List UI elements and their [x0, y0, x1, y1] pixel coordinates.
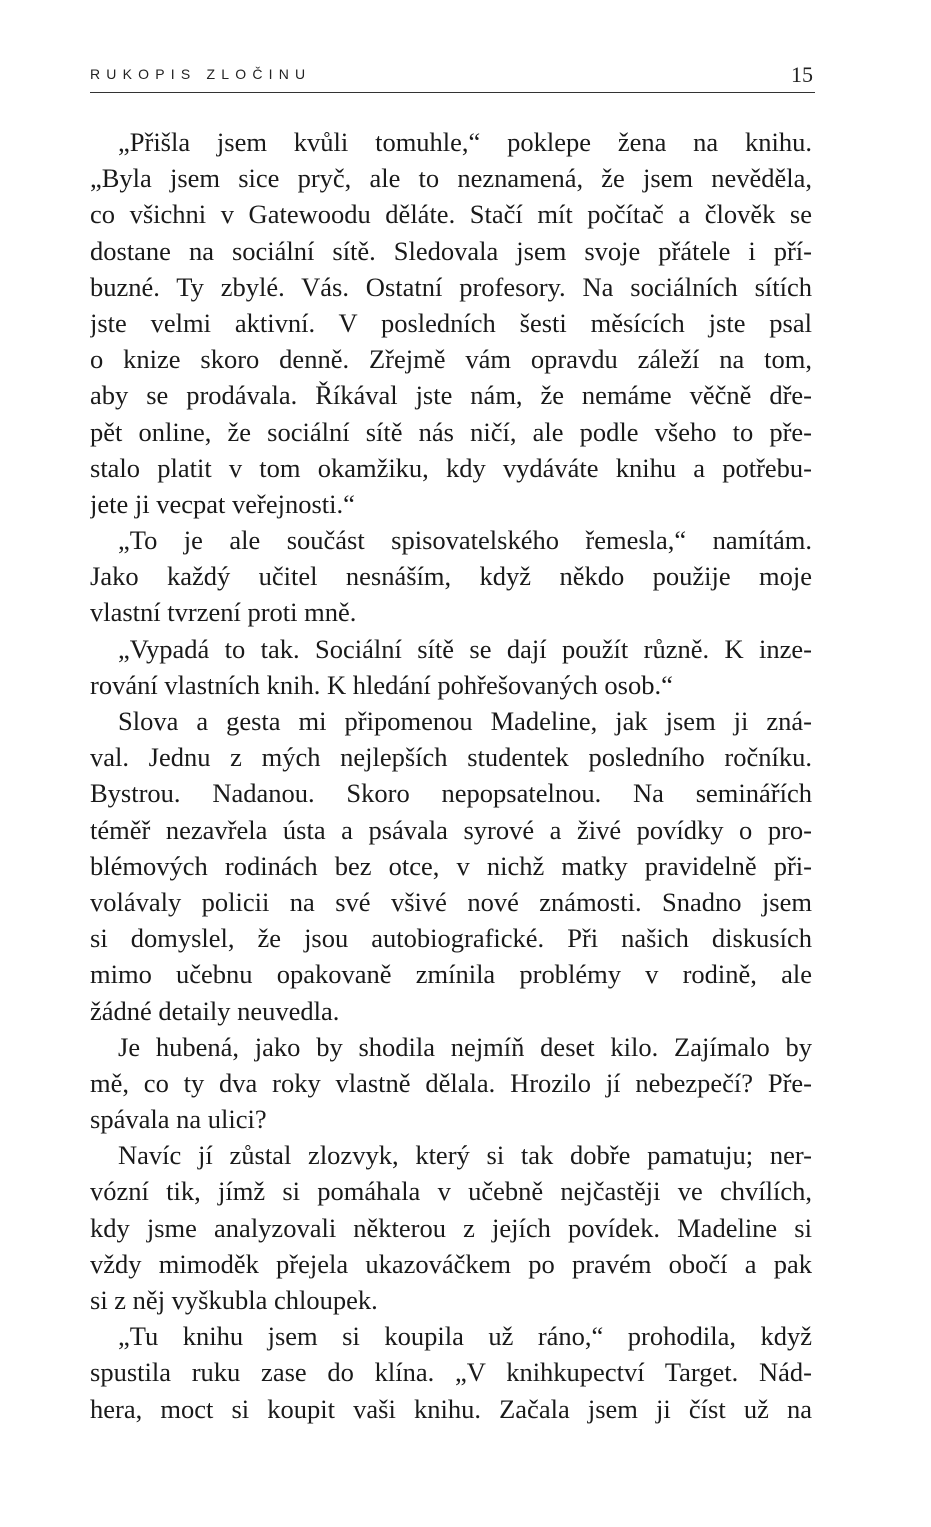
- text-line: vlastní tvrzení proti mně.: [90, 597, 357, 628]
- text-line: buzné. Ty zbylé. Vás. Ostatní profesory. Na sociálních sítích: [90, 271, 812, 302]
- text-line: spávala na ulici?: [90, 1104, 267, 1135]
- text-line: si domyslel, že jsou autobiografické. Při našich diskusích: [90, 923, 812, 954]
- text-line: „Byla jsem sice pryč, ale to neznamená, že jsem nevěděla,: [90, 163, 812, 194]
- text-line: vózní tik, jímž si pomáhala v učebně nejčastěji ve chvílích,: [90, 1176, 812, 1207]
- text-line: „Tu knihu jsem si koupila už ráno,“ prohodila, když: [118, 1321, 812, 1352]
- text-line: dostane na sociální sítě. Sledovala jsem svoje přátele i pří-: [90, 235, 812, 266]
- text-line: stalo platit v tom okamžiku, kdy vydáváte knihu a potřebu-: [90, 452, 812, 483]
- text-line: hera, moct si koupit vaši knihu. Začala jsem ji číst už na: [90, 1393, 812, 1424]
- text-line: volávaly policii na své všivé nové známosti. Snadno jsem: [90, 886, 812, 917]
- text-line: žádné detaily neuvedla.: [90, 995, 340, 1026]
- text-line: pět online, že sociální sítě nás ničí, ale podle všeho to pře-: [90, 416, 812, 447]
- header-rule: [90, 92, 815, 93]
- text-line: rování vlastních knih. K hledání pohřešovaných osob.“: [90, 669, 673, 700]
- text-line: val. Jednu z mých nejlepších studentek posledního ročníku.: [90, 742, 812, 773]
- text-line: „Vypadá to tak. Sociální sítě se dají použít různě. K inze-: [118, 633, 812, 664]
- text-line: mě, co ty dva roky vlastně dělala. Hrozilo jí nebezpečí? Pře-: [90, 1067, 812, 1098]
- text-line: jete ji vecpat veřejnosti.“: [90, 488, 355, 519]
- running-head: [90, 64, 815, 90]
- text-line: „Přišla jsem kvůli tomuhle,“ poklepe žena na knihu.: [118, 127, 812, 157]
- text-line: jste velmi aktivní. V posledních šesti měsících jste psal: [90, 307, 812, 338]
- text-line: Je hubená, jako by shodila nejmíň deset kilo. Zajímalo by: [118, 1031, 812, 1062]
- text-line: spustila ruku zase do klína. „V knihkupectví Target. Nád-: [90, 1357, 812, 1388]
- text-line: si z něj vyškubla chloupek.: [90, 1285, 378, 1315]
- page-number: 15: [791, 62, 813, 87]
- running-head-title: RUKOPIS ZLOČINU: [90, 66, 312, 82]
- text-line: Navíc jí zůstal zlozvyk, který si tak dobře pamatuju; ner-: [118, 1140, 812, 1171]
- text-line: co všichni v Gatewoodu děláte. Stačí mít počítač a člověk se: [90, 199, 812, 230]
- text-line: mimo učebnu opakovaně zmínila problémy v rodině, ale: [90, 959, 812, 990]
- text-line: Bystrou. Nadanou. Skoro nepopsatelnou. Na seminářích: [90, 778, 812, 809]
- text-line: o knize skoro denně. Zřejmě vám opravdu záleží na tom,: [90, 344, 812, 375]
- body-text: [90, 124, 812, 1427]
- text-line: Slova a gesta mi připomenou Madeline, jak jsem ji zná-: [118, 706, 812, 736]
- text-line: Jako každý učitel nesnáším, když někdo použije moje: [90, 561, 812, 592]
- text-line: vždy mimoděk přejela ukazováčkem po pravém obočí a pak: [90, 1248, 812, 1279]
- text-line: aby se prodávala. Říkával jste nám, že nemáme věčně dře-: [90, 380, 812, 411]
- text-line: blémových rodinách bez otce, v nichž matky pravidelně při-: [90, 850, 812, 881]
- text-line: kdy jsme analyzovali některou z jejích povídek. Madeline si: [90, 1212, 812, 1243]
- text-line: „To je ale součást spisovatelského řemesla,“ namítám.: [118, 525, 812, 556]
- text-line: téměř nezavřela ústa a psávala syrové a živé povídky o pro-: [90, 814, 812, 845]
